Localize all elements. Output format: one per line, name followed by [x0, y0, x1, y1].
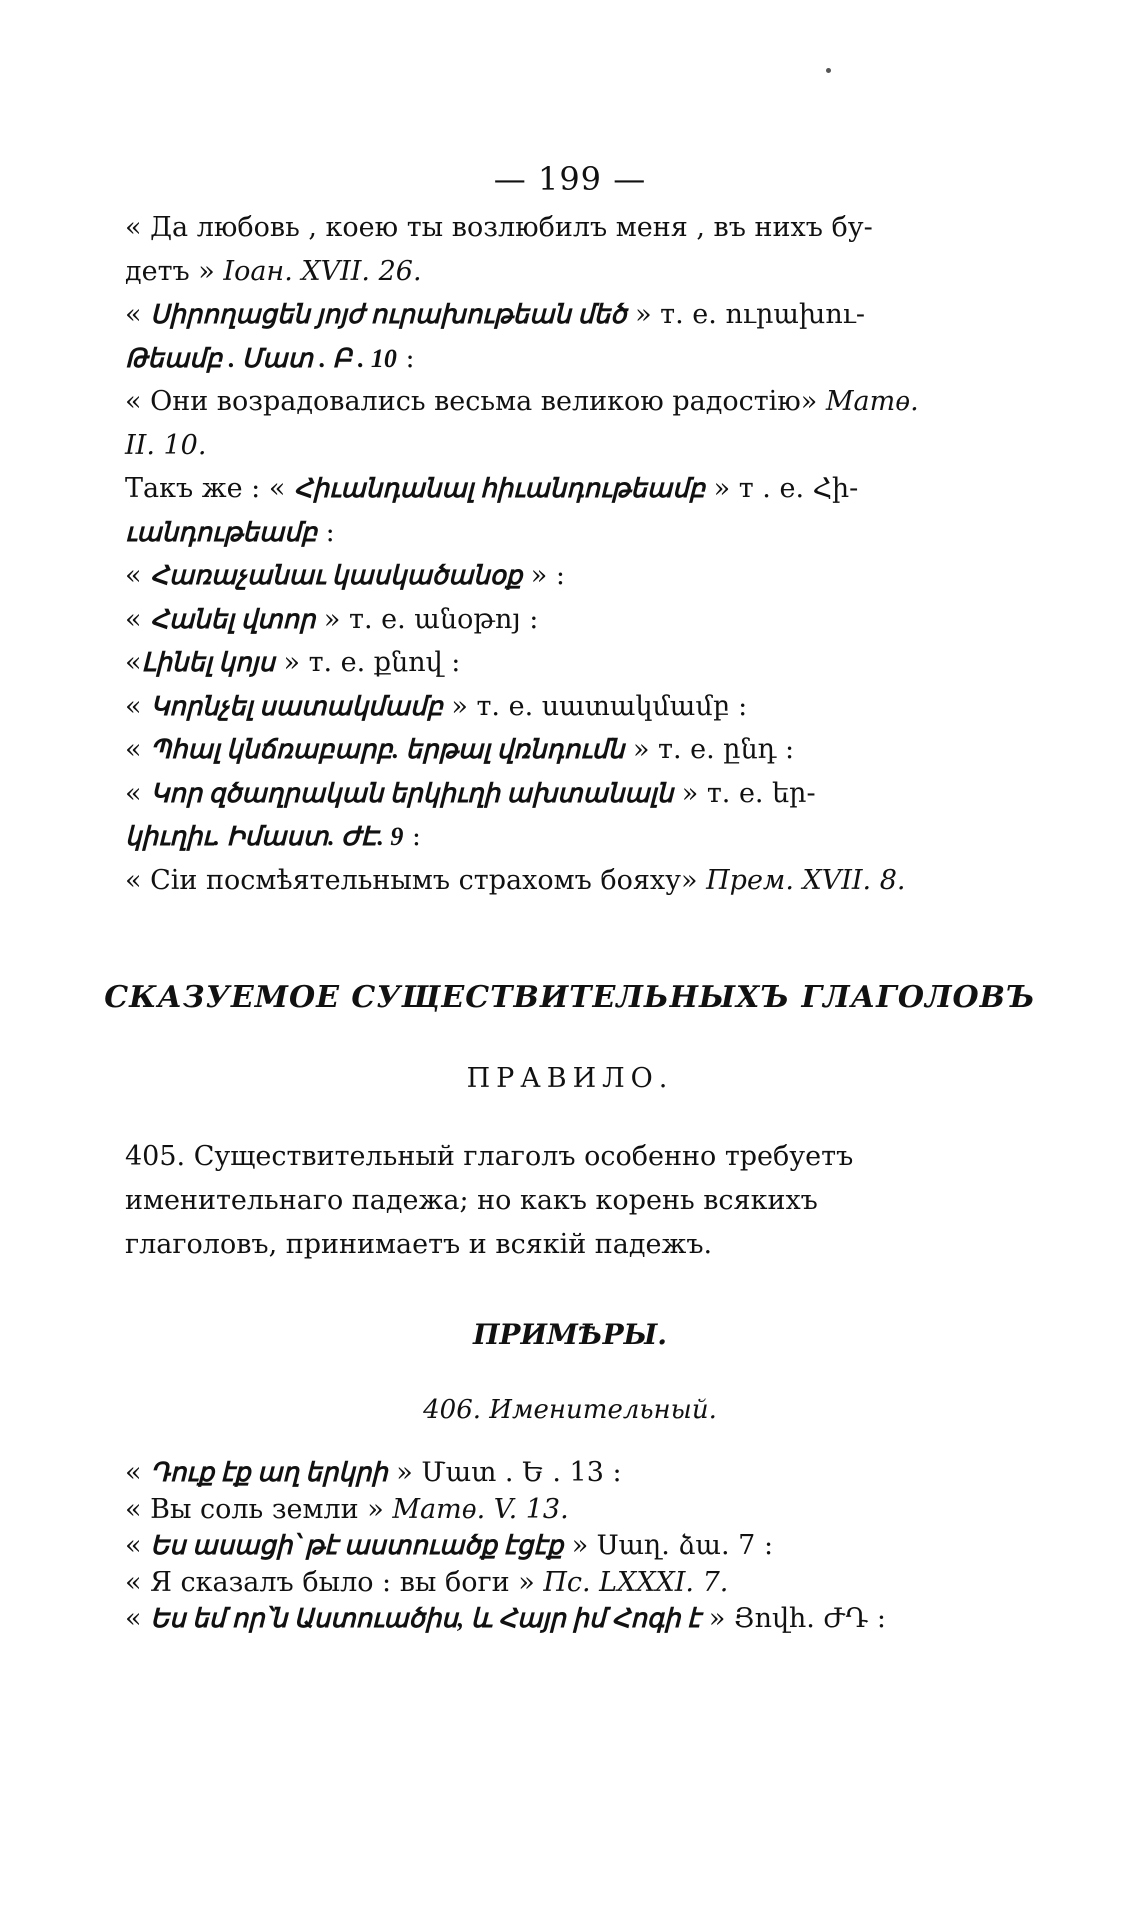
- text-line: [125, 428, 206, 464]
- text-arm: Հանել վտոր: [150, 604, 316, 634]
- text-line: [125, 341, 415, 377]
- text-prefix: «: [125, 1603, 151, 1634]
- text-suffix: » т. е. եր-: [673, 777, 816, 809]
- text-line: [125, 384, 919, 420]
- rule-paragraph: 405. Существительный глаголъ особенно требуетъ именительнаго падежа; но какъ корень всякихъ глаголовъ, принимаетъ и всякій падежъ.: [125, 1141, 854, 1260]
- text-suffix: :: [317, 516, 335, 548]
- text-arm: Հառաչանաւ կասկածանօք: [150, 561, 523, 590]
- text-arm: Լինել կոյս: [141, 648, 275, 677]
- text-suffix: :: [403, 821, 422, 852]
- text-prefix: «: [125, 1457, 151, 1488]
- text-italic: Пс. LXXXI. 7.: [543, 1566, 729, 1598]
- page-number: — 199 —: [493, 160, 647, 198]
- text-suffix: » т. е. քնով :: [274, 647, 461, 678]
- text-line: [125, 471, 858, 507]
- example-line: [125, 1601, 886, 1637]
- example-line: [125, 1455, 622, 1491]
- text-suffix: » т. е. ուրախու-: [626, 299, 865, 330]
- text-suffix: » т . е. Հի-: [705, 473, 859, 504]
- text-prefix: Такъ же : «: [125, 473, 294, 504]
- text-prefix: «: [125, 690, 151, 722]
- section-heading: СКАЗУЕМОЕ СУЩЕСТВИТЕЛЬНЫХЪ ГЛАГОЛОВЪ: [104, 980, 1036, 1015]
- text-line: [125, 297, 865, 333]
- rule-heading: ПРАВИЛО.: [466, 1063, 674, 1094]
- example-line: [125, 1565, 728, 1601]
- text-prefix: «: [125, 560, 151, 591]
- text-suffix: » т. е. ընդ :: [624, 734, 795, 765]
- text-prefix: « Сіи посмѣятельнымъ страхомъ бояху»: [125, 864, 707, 896]
- text-prefix: « Я сказалъ было : вы боги »: [125, 1566, 544, 1598]
- nominative-heading: 406. Именительный.: [423, 1395, 717, 1425]
- text-prefix: « Да любовь , коею ты возлюбилъ меня , въ нихъ бу-: [125, 212, 873, 243]
- text-arm: Ես եմ որ՝ն Աստուածիս, և Հայր իմ Հոգի է: [150, 1604, 701, 1633]
- examples-heading: ПРИМѢРЫ.: [472, 1318, 668, 1351]
- text-prefix: « Вы соль земли »: [125, 1493, 393, 1525]
- text-line: [125, 515, 335, 551]
- text-arm: Սիրողացեն յոյժ ուրախութեան մեծ: [150, 300, 627, 329]
- text-line: [125, 558, 565, 594]
- text-italic: II. 10.: [125, 429, 207, 461]
- text-line: [125, 645, 460, 681]
- text-arm: ւանդութեամբ: [125, 517, 318, 547]
- text-line: [125, 863, 905, 899]
- text-line: [125, 732, 794, 768]
- text-suffix: » Սաղ. ձա. 7 :: [563, 1530, 774, 1561]
- text-arm: Ես ասացի՝ թէ աստուածք էցէք: [150, 1531, 564, 1560]
- text-suffix: » т. е. անօթոյ :: [315, 603, 539, 635]
- text-prefix: «: [125, 777, 151, 809]
- text-prefix: «: [125, 1530, 151, 1561]
- text-prefix: «: [125, 647, 142, 678]
- text-suffix: » т. е. սատակմամբ :: [442, 690, 748, 722]
- text-suffix: » :: [522, 560, 565, 591]
- text-line: [125, 254, 422, 290]
- text-suffix: :: [396, 342, 415, 374]
- text-arm: Կորնչել սատակմամբ: [150, 691, 443, 721]
- text-line: [125, 602, 538, 638]
- text-prefix: «: [125, 299, 151, 330]
- text-italic: Іоан. XVII. 26.: [223, 255, 422, 287]
- text-suffix: » Մատ . Ե . 13 :: [387, 1457, 622, 1488]
- text-line: [125, 210, 873, 246]
- text-arm: Թեամբ . Մատ . Բ . 10: [125, 343, 397, 373]
- text-line: [125, 776, 816, 812]
- text-prefix: «: [125, 603, 151, 635]
- text-prefix: « Они возрадовались весьма великою радостію»: [125, 386, 826, 417]
- example-line: [125, 1492, 569, 1528]
- speck: [826, 68, 831, 73]
- text-line: [125, 819, 421, 855]
- text-arm: Պհալ կնճռաբարբ. երթալ վռնդումն: [150, 735, 625, 764]
- text-arm: Կոր զծաղրական երկիւղի ախտանալն: [150, 778, 674, 808]
- text-prefix: «: [125, 734, 151, 765]
- text-italic: Матѳ. V. 13.: [392, 1493, 569, 1525]
- text-arm: Հիւանդանալ հիւանդութեամբ: [293, 474, 706, 503]
- text-arm: կիւղիւ. Իմաստ. ԺԷ. 9: [125, 822, 404, 851]
- text-prefix: детъ »: [125, 255, 224, 287]
- example-line: [125, 1528, 773, 1564]
- text-arm: Դուք էք աղ երկրի: [150, 1458, 388, 1487]
- text-italic: Матѳ.: [825, 386, 919, 417]
- text-line: [125, 689, 747, 725]
- text-suffix: » Յովհ. ԺԴ :: [700, 1603, 886, 1634]
- text-italic: Прем. XVII. 8.: [706, 864, 906, 896]
